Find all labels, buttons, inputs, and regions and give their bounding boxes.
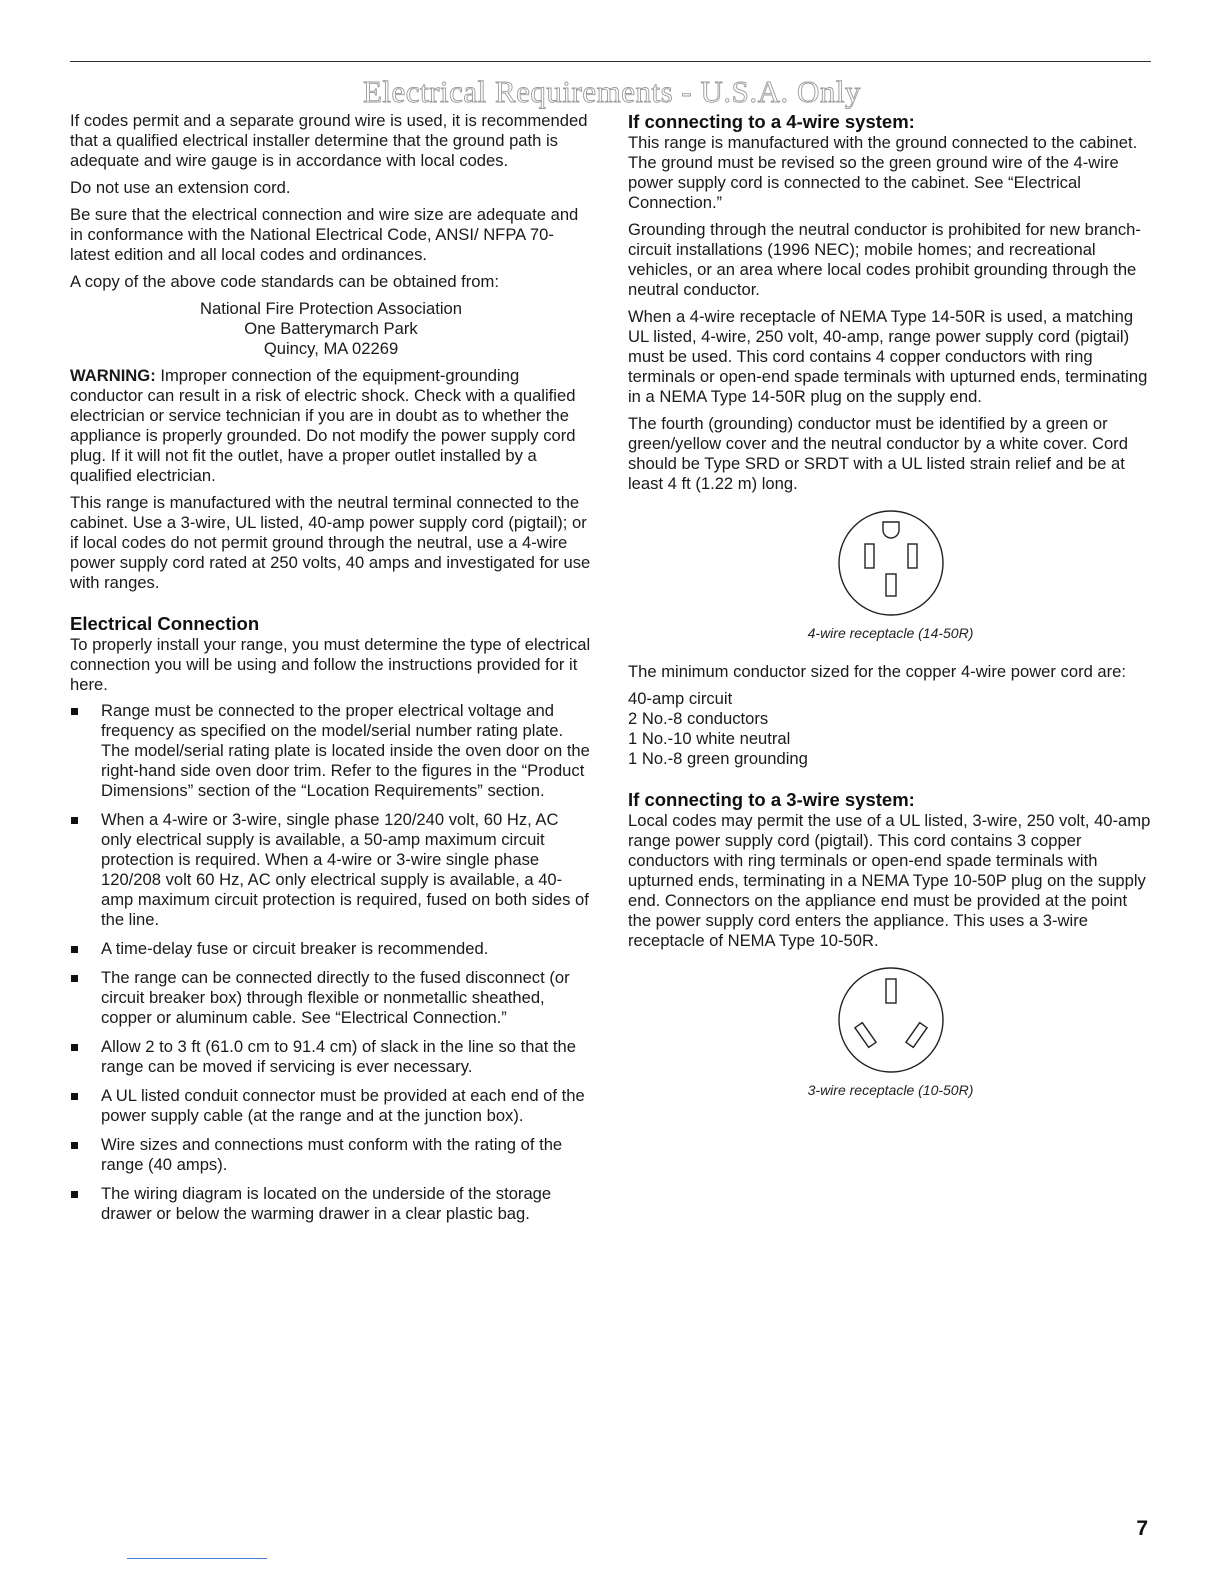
figure-caption: 3-wire receptacle (10-50R) — [807, 1082, 974, 1098]
list-item — [70, 1184, 592, 1224]
list-item — [70, 810, 592, 930]
list-item-text: A time-delay fuse or circuit breaker is recommended. — [101, 939, 489, 958]
list-item-text: When a 4-wire or 3-wire, single phase 120/240 volt, 60 Hz, AC only electrical supply is available, a 50-amp maximum circuit protection is required. When a 4-wire or 3-wire single phase 120/208 volt 60 Hz, AC only electrical supply is available, a 40-amp maximum circuit protection is required, fused on both sides of the line. — [101, 810, 589, 929]
list-item: 1 No.-10 white neutral — [628, 729, 791, 748]
warning-paragraph — [70, 366, 592, 486]
bullet-icon — [71, 1142, 78, 1149]
footer-rule — [127, 1558, 267, 1559]
figure-caption: 4-wire receptacle (14-50R) — [807, 625, 974, 641]
electrical-connection-heading: Electrical Connection — [70, 613, 260, 634]
four-wire-heading: If connecting to a 4-wire system: — [628, 111, 915, 132]
list-item — [70, 939, 592, 959]
list-item: 40-amp circuit — [628, 689, 733, 708]
conductor-intro: The minimum conductor sized for the copper 4-wire power cord are: — [628, 662, 1127, 681]
address-line: National Fire Protection Association — [200, 299, 462, 318]
bullet-icon — [71, 817, 78, 824]
address-line: Quincy, MA 02269 — [263, 339, 399, 358]
list-item-text: Wire sizes and connections must conform with the rating of the range (40 amps). — [101, 1135, 563, 1174]
page-title: Electrical Requirements - U.S.A. Only — [362, 74, 862, 109]
warning-text: Improper connection of the equipment-grounding conductor can result in a risk of electric shock. Check with a qualified electrician or service technician if you are in doubt as to whether the appliance is properly grounded. Do not modify the power supply cord plug. If it will not fit the outlet, have a proper outlet installed by a qualified electrician. — [70, 366, 576, 485]
bullet-icon — [71, 975, 78, 982]
list-item — [70, 1135, 592, 1175]
three-wire-heading: If connecting to a 3-wire system: — [628, 789, 915, 810]
header-rule — [70, 61, 1151, 62]
bullet-icon — [71, 1191, 78, 1198]
neutral-paragraph: This range is manufactured with the neutral terminal connected to the cabinet. Use a 3-wire, UL listed, 40-amp power supply cord (pigtail); or if local codes do not permit ground through the neutral, use a 4-wire power supply cord rated at 250 volts, 40 amps and investigated for use with ranges. — [70, 493, 591, 592]
warning-label: WARNING: — [70, 366, 156, 385]
list-item: 2 No.-8 conductors — [628, 709, 769, 728]
intro-paragraph-4: A copy of the above code standards can be obtained from: — [70, 272, 499, 291]
list-item-text: Range must be connected to the proper electrical voltage and frequency as specified on the model/serial number rating plate. The model/serial rating plate is located inside the oven door on the right-hand side oven door trim. Refer to the figures in the “Product Dimensions” section of the “Location Requirements” section. — [101, 701, 590, 800]
right-column — [628, 111, 1153, 1099]
list-item — [70, 1037, 592, 1077]
conductor-list — [628, 689, 1153, 769]
three-wire-receptacle-figure — [628, 965, 1153, 1099]
electrical-connection-list — [70, 701, 592, 1224]
list-item — [70, 701, 592, 801]
three-wire-receptacle-icon — [836, 965, 946, 1075]
page-number: 7 — [1136, 1517, 1148, 1540]
four-wire-receptacle-figure — [628, 508, 1153, 642]
list-item-text: The wiring diagram is located on the underside of the storage drawer or below the warming drawer in a clear plastic bag. — [101, 1184, 552, 1223]
bullet-icon — [71, 1044, 78, 1051]
intro-paragraph-1: If codes permit and a separate ground wire is used, it is recommended that a qualified electrical installer determine that the ground path is adequate and wire gauge is in accordance with local codes. — [70, 111, 588, 170]
nfpa-address — [70, 299, 592, 359]
four-wire-receptacle-icon — [836, 508, 946, 618]
four-wire-paragraph-4: The fourth (grounding) conductor must be identified by a green or green/yellow cover and the neutral conductor by a white cover. Cord should be Type SRD or SRDT with a UL listed strain relief and be at least 4 ft (1.22 m) long. — [628, 414, 1128, 493]
four-wire-paragraph-3: When a 4-wire receptacle of NEMA Type 14-50R is used, a matching UL listed, 4-wire, 250 volt, 40-amp, range power supply cord (pigtail) must be used. This cord contains 4 copper conductors with ring terminals or open-end spade terminals with upturned ends, terminating in a NEMA Type 14-50R plug on the supply end. — [628, 307, 1148, 406]
three-wire-paragraph: Local codes may permit the use of a UL listed, 3-wire, 250 volt, 40-amp range power supply cord (pigtail). This cord contains 3 copper conductors with ring terminals or open-end spade terminals with upturned ends, terminating in a NEMA Type 10-50P plug on the supply end. Connectors on the appliance end must be provided at the point the power supply cord enters the appliance. This uses a 3-wire receptacle of NEMA Type 10-50R. — [628, 811, 1151, 950]
list-item-text: A UL listed conduit connector must be provided at each end of the power supply cable (at the range and at the junction box). — [101, 1086, 585, 1125]
bullet-icon — [71, 1093, 78, 1100]
four-wire-paragraph-1: This range is manufactured with the ground connected to the cabinet. The ground must be revised so the green ground wire of the 4-wire power supply cord is connected to the cabinet. See “Electrical Connection.” — [628, 133, 1138, 212]
left-column — [70, 111, 592, 1233]
intro-paragraph-2: Do not use an extension cord. — [70, 178, 291, 197]
list-item-text: Allow 2 to 3 ft (61.0 cm to 91.4 cm) of slack in the line so that the range can be moved if servicing is ever necessary. — [101, 1037, 576, 1076]
electrical-connection-intro: To properly install your range, you must determine the type of electrical connection you will be using and follow the instructions provided for it here. — [70, 635, 591, 694]
four-wire-paragraph-2: Grounding through the neutral conductor is prohibited for new branch-circuit installations (1996 NEC); mobile homes; and recreational vehicles, or an area where local codes prohibit grounding through the neutral conductor. — [628, 220, 1141, 299]
list-item-text: The range can be connected directly to the fused disconnect (or circuit breaker box) through flexible or nonmetallic sheathed, copper or aluminum cable. See “Electrical Connection.” — [101, 968, 570, 1027]
list-item — [70, 1086, 592, 1126]
bullet-icon — [71, 946, 78, 953]
list-item: 1 No.-8 green grounding — [628, 749, 808, 768]
bullet-icon — [71, 708, 78, 715]
intro-paragraph-3: Be sure that the electrical connection and wire size are adequate and in conformance with the National Electrical Code, ANSI/ NFPA 70-latest edition and all local codes and ordinances. — [70, 205, 579, 264]
list-item — [70, 968, 592, 1028]
address-line: One Batterymarch Park — [244, 319, 418, 338]
